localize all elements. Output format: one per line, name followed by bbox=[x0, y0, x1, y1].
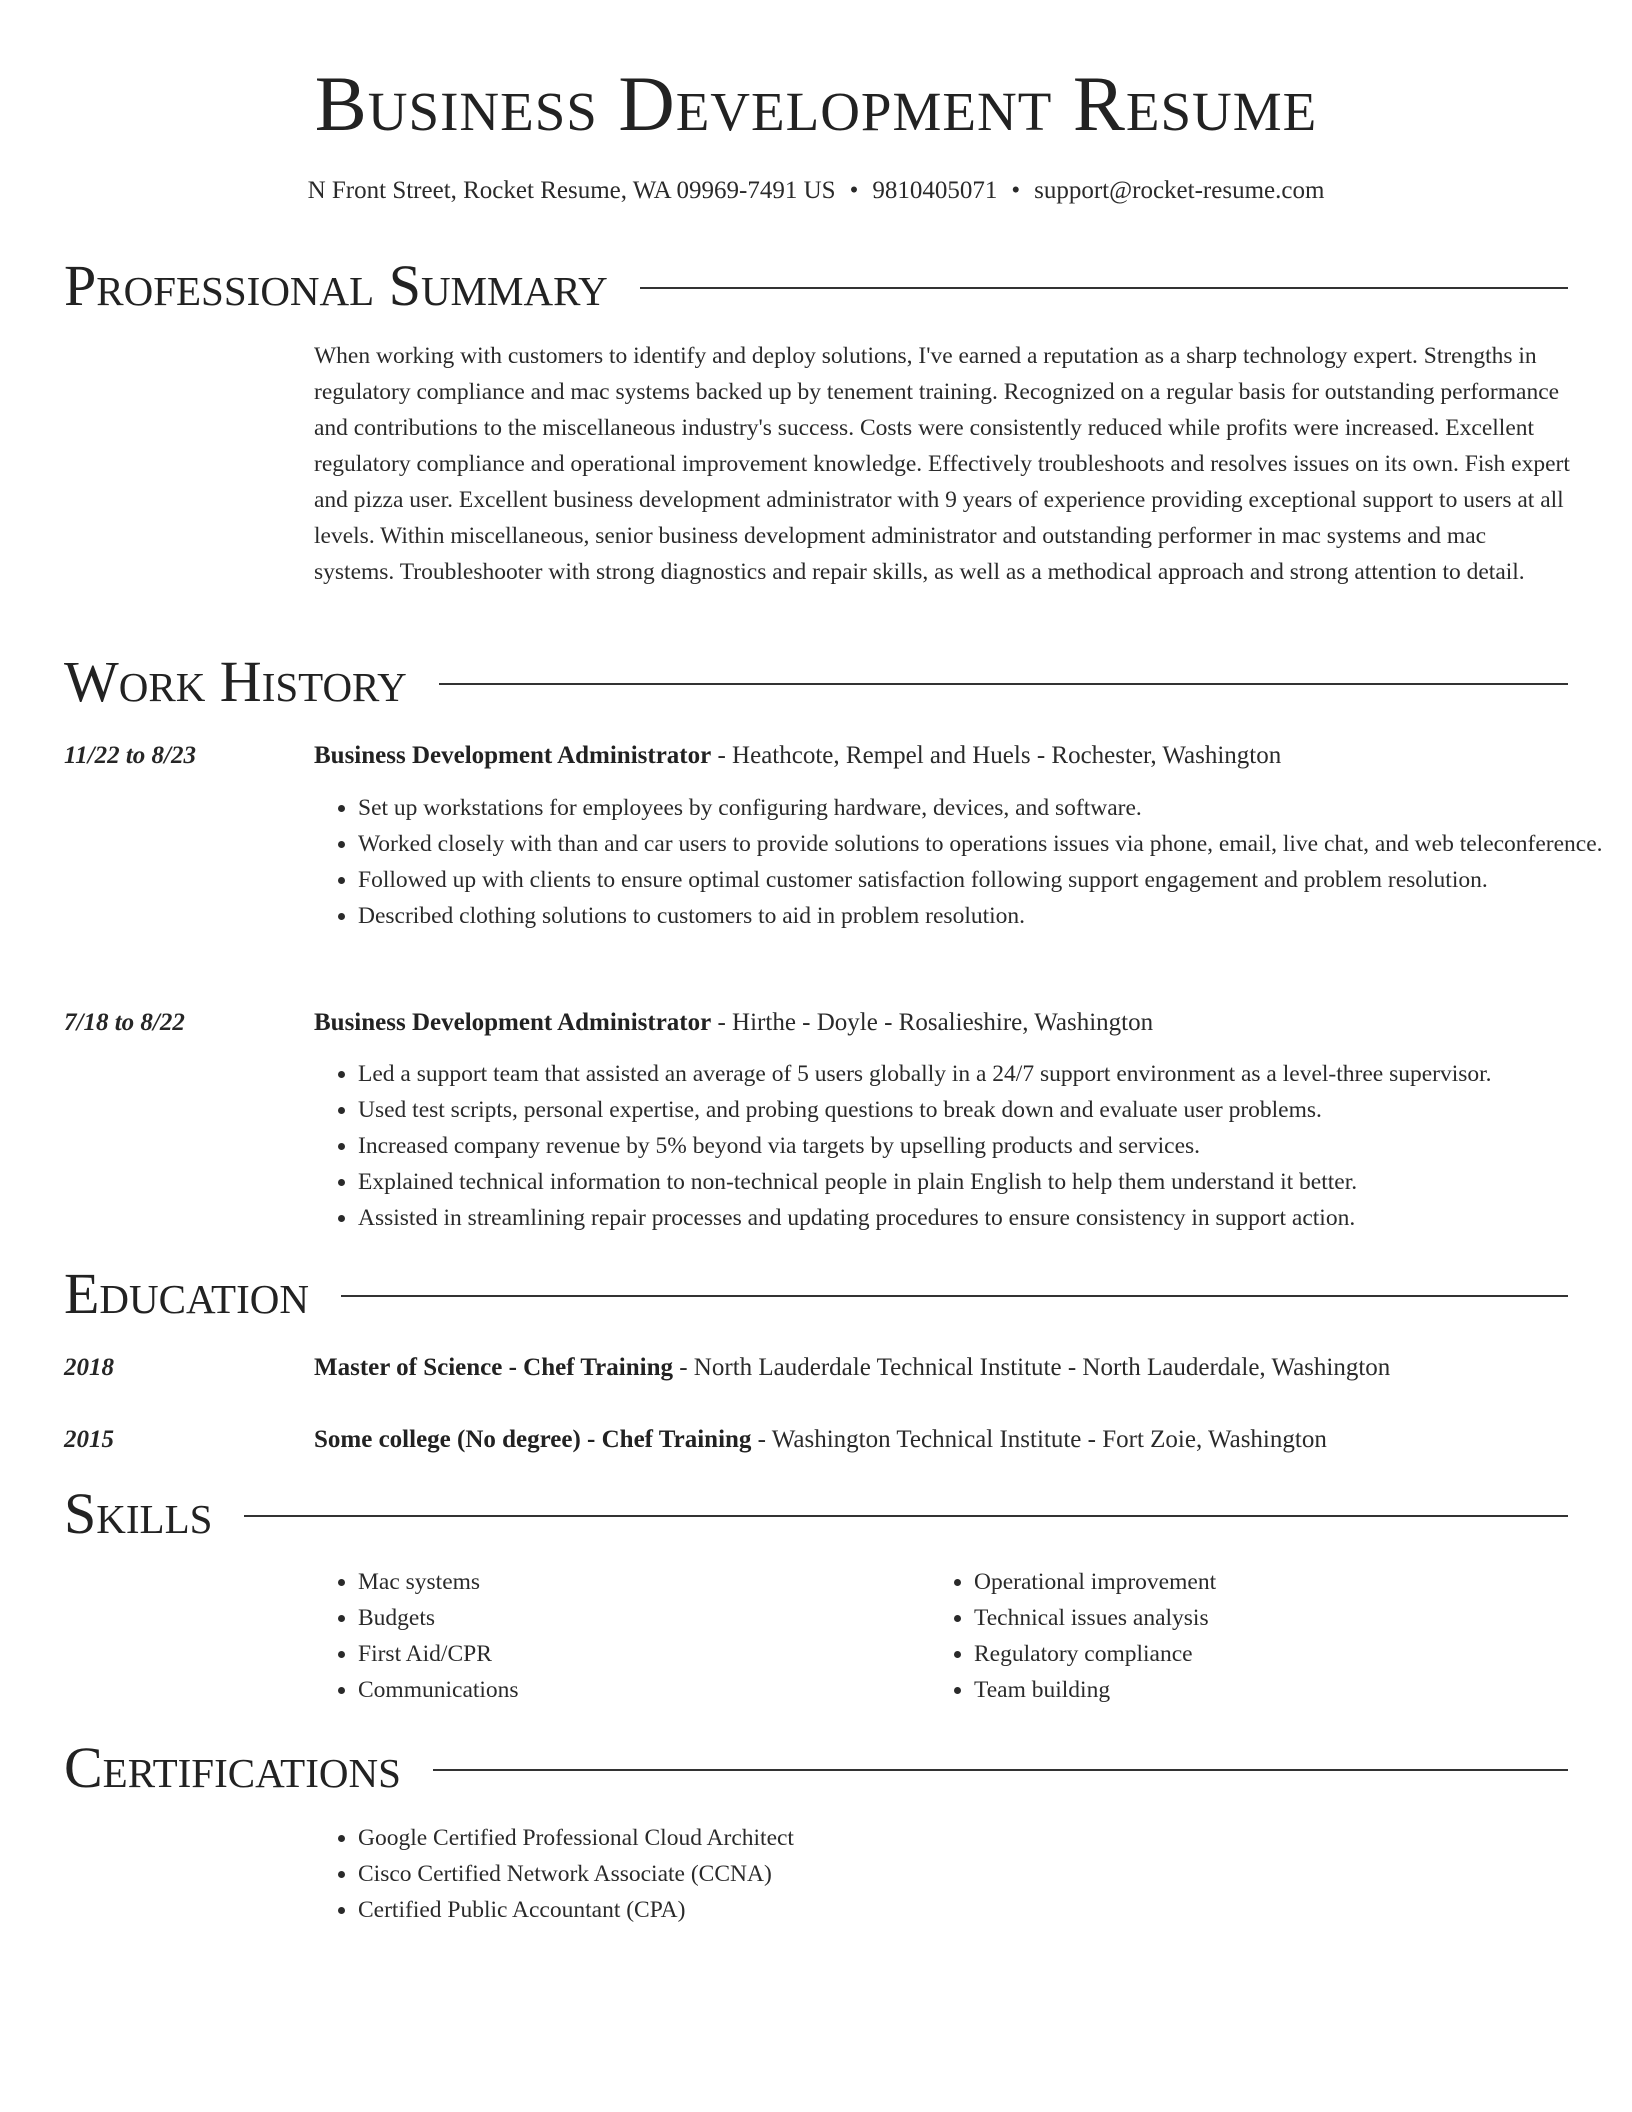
job-role: Business Development Administrator bbox=[314, 1009, 712, 1036]
education-heading bbox=[64, 1262, 1568, 1326]
skill-item: • First Aid/CPR bbox=[358, 1636, 918, 1672]
section-divider bbox=[439, 683, 1568, 685]
skill-item: • Communications bbox=[358, 1672, 918, 1708]
contact-line bbox=[0, 174, 1632, 208]
education-entry bbox=[314, 1422, 1574, 1458]
skills-list-left bbox=[314, 1564, 918, 1708]
education-details: - Washington Technical Institute - Fort Zoie, Washington bbox=[751, 1426, 1327, 1453]
summary-text: When working with customers to identify and deploy solutions, I've earned a reputation as a sharp technology expert. Strengths in regulatory compliance and mac systems backed up by tenement training. Recognized on a regular basis for outstanding performance and contributions to the miscellaneous industry's success. Costs were consistently reduced while profits were increased. Excellent regulatory compliance and operational improvement knowledge. Effectively troubleshoots and resolves issues on its own. Fish expert and pizza user. Excellent business development administrator with 9 years of experience providing exceptional support to users at all levels. Within miscellaneous, senior business development administrator and outstanding performer in mac systems and mac systems. Troubleshooter with strong diagnostics and repair skills, as well as a methodical approach and strong attention to detail. bbox=[314, 343, 1570, 585]
work-history-title: Work History bbox=[64, 649, 407, 714]
job-details: - Hirthe - Doyle - Rosalieshire, Washington bbox=[711, 1009, 1154, 1036]
contact-address: N Front Street, Rocket Resume, WA 09969-7491 US bbox=[307, 177, 836, 204]
job-bullet: • Assisted in streamlining repair processes and updating procedures to ensure consistency in support action. bbox=[358, 1200, 1620, 1236]
job-bullet: • Followed up with clients to ensure optimal customer satisfaction following support engagement and problem resolution. bbox=[358, 862, 1620, 898]
contact-phone: 9810405071 bbox=[872, 177, 998, 204]
job-bullets bbox=[314, 1056, 1620, 1236]
section-divider bbox=[433, 1769, 1568, 1771]
job-bullet: • Described clothing solutions to customers to aid in problem resolution. bbox=[358, 898, 1620, 934]
skill-item: • Technical issues analysis bbox=[974, 1600, 1574, 1636]
section-divider bbox=[244, 1515, 1568, 1517]
job-bullet: • Used test scripts, personal expertise, and probing questions to break down and evaluate user problems. bbox=[358, 1092, 1620, 1128]
job-dates: 11/22 to 8/23 bbox=[64, 742, 196, 769]
education-details: - North Lauderdale Technical Institute - North Lauderdale, Washington bbox=[672, 1354, 1391, 1381]
section-divider bbox=[341, 1295, 1568, 1297]
job-bullet: • Explained technical information to non-technical people in plain English to help them understand it better. bbox=[358, 1164, 1620, 1200]
contact-email: support@rocket-resume.com bbox=[1034, 177, 1325, 204]
work-history-heading bbox=[64, 650, 1568, 714]
skill-item: • Regulatory compliance bbox=[974, 1636, 1574, 1672]
job-title bbox=[314, 1005, 1574, 1041]
summary-title: Professional Summary bbox=[64, 253, 608, 318]
contact-separator: • bbox=[1011, 177, 1021, 204]
skills-heading bbox=[64, 1482, 1568, 1546]
job-bullet: • Increased company revenue by 5% beyond via targets by upselling products and services. bbox=[358, 1128, 1620, 1164]
skill-item: • Mac systems bbox=[358, 1564, 918, 1600]
skill-item: • Budgets bbox=[358, 1600, 918, 1636]
education-title: Education bbox=[64, 1261, 309, 1326]
education-year: 2018 bbox=[64, 1354, 114, 1381]
job-title bbox=[314, 738, 1574, 774]
job-details: - Heathcote, Rempel and Huels - Rochester, Washington bbox=[711, 742, 1282, 769]
education-year: 2015 bbox=[64, 1426, 114, 1453]
job-role: Business Development Administrator bbox=[314, 742, 712, 769]
job-dates: 7/18 to 8/22 bbox=[64, 1009, 185, 1036]
education-degree: Some college (No degree) - Chef Training bbox=[314, 1426, 752, 1453]
contact-separator: • bbox=[849, 177, 859, 204]
job-bullet: • Led a support team that assisted an average of 5 users globally in a 24/7 support environment as a level-three supervisor. bbox=[358, 1056, 1620, 1092]
job-bullet: • Set up workstations for employees by configuring hardware, devices, and software. bbox=[358, 790, 1620, 826]
summary-heading bbox=[64, 254, 1568, 318]
certifications-list bbox=[314, 1820, 1620, 1928]
job-bullets bbox=[314, 790, 1620, 934]
education-degree: Master of Science - Chef Training bbox=[314, 1354, 673, 1381]
certification-item: • Google Certified Professional Cloud Architect bbox=[358, 1820, 1620, 1856]
certifications-title: Certifications bbox=[64, 1735, 401, 1800]
certification-item: • Certified Public Accountant (CPA) bbox=[358, 1892, 1620, 1928]
job-bullet: • Worked closely with than and car users to provide solutions to operations issues via phone, email, live chat, and web teleconference. bbox=[358, 826, 1620, 862]
skill-item: • Operational improvement bbox=[974, 1564, 1574, 1600]
resume-title: Business Development Resume bbox=[314, 60, 1318, 147]
education-entry bbox=[314, 1350, 1574, 1386]
skills-list-right bbox=[930, 1564, 1574, 1708]
certifications-heading bbox=[64, 1736, 1568, 1800]
skills-title: Skills bbox=[64, 1481, 213, 1546]
skill-item: • Team building bbox=[974, 1672, 1574, 1708]
certification-item: • Cisco Certified Network Associate (CCNA) bbox=[358, 1856, 1620, 1892]
section-divider bbox=[640, 287, 1568, 289]
